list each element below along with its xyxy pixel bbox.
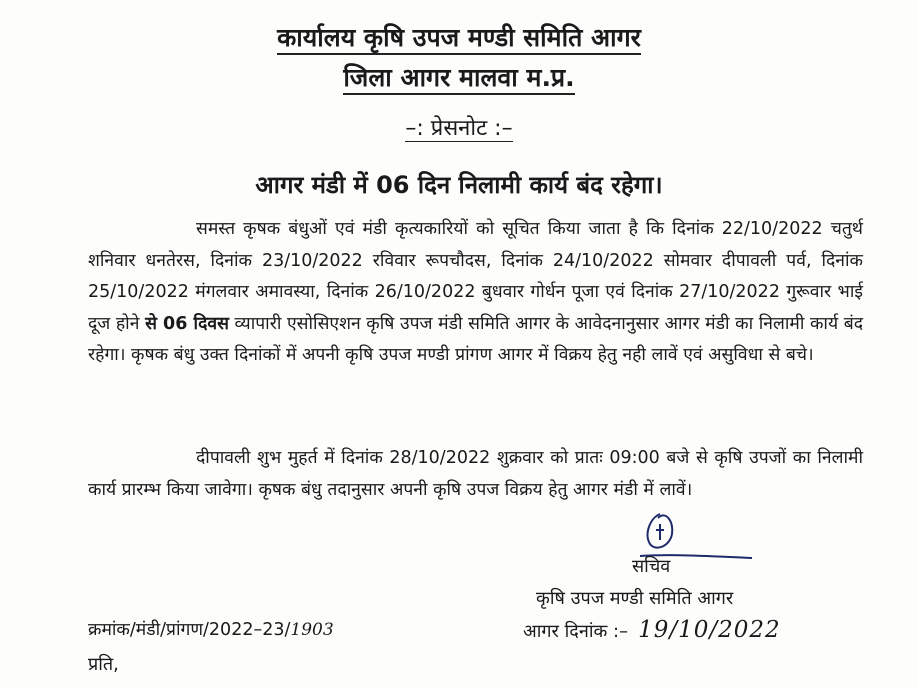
district-title: जिला आगर मालवा म.प्र. xyxy=(0,60,918,94)
para1-text-b: व्यापारी एसोसिएशन कृषि उपज मंडी समिति आगर के आवेदनानुसार आगर मंडी का निलामी कार्य बंद रहेगा। कृषक बंधु उक्त दिनांकों में अपनी कृषि उपज मण्डी प्रांगण आगर में विक्रय हेतु नही लावें एवं असुविधा से बचे। xyxy=(88,313,863,365)
reference-number xyxy=(88,617,334,641)
para1-text-a: समस्त कृषक बंधुओं एवं मंडी कृत्यकारियों को सूचित किया जाता है कि दिनांक 22/10/2022 चतुर्थ शनिवार धनतेरस, दिनांक 23/10/2022 रविवार रूपचौदस, दिनांक 24/10/2022 सोमवार दीपावली पर्व, दिनांक 25/10/2022 मंगलवार अमावस्या, दिनांक 26/10/2022 बुधवार गोर्धन पूजा एवं दिनांक 27/10/2022 गुरूवार भाई दूज होने xyxy=(88,219,863,334)
handwritten-date: 19/10/2022 xyxy=(638,617,781,643)
office-title: कार्यालय कृषि उपज मण्डी समिति आगर xyxy=(0,20,918,54)
handwritten-reference-no: 1903 xyxy=(290,620,334,640)
date-label: आगर दिनांक :– xyxy=(523,621,629,642)
press-note-label: –: प्रेसनोट :– xyxy=(405,116,513,141)
committee-name: कृषि उपज मण्डी समिति आगर xyxy=(536,588,734,609)
notice-paragraph-1 xyxy=(88,214,863,372)
para2-text: दीपावली शुभ मुहर्त में दिनांक 28/10/2022 शुक्रवार को प्रातः 09:00 बजे से कृषि उपजों का निलामी कार्य प्रारम्भ किया जावेगा। कृषक बंधु तदानुसार अपनी कृषि उपज विक्रय हेतु आगर मंडी में लावें। xyxy=(88,448,863,500)
para1-bold-text: से 06 दिवस xyxy=(145,313,229,334)
headline: आगर मंडी में 06 दिन निलामी कार्य बंद रहेगा। xyxy=(255,171,663,199)
reference-prefix: क्रमांक/मंडी/प्रांगण/2022–23/ xyxy=(88,620,291,640)
signature-date-line xyxy=(523,617,781,643)
notice-paragraph-2 xyxy=(88,443,863,506)
secretary-title: सचिव xyxy=(632,556,671,577)
copy-to-label: प्रति, xyxy=(88,654,119,675)
